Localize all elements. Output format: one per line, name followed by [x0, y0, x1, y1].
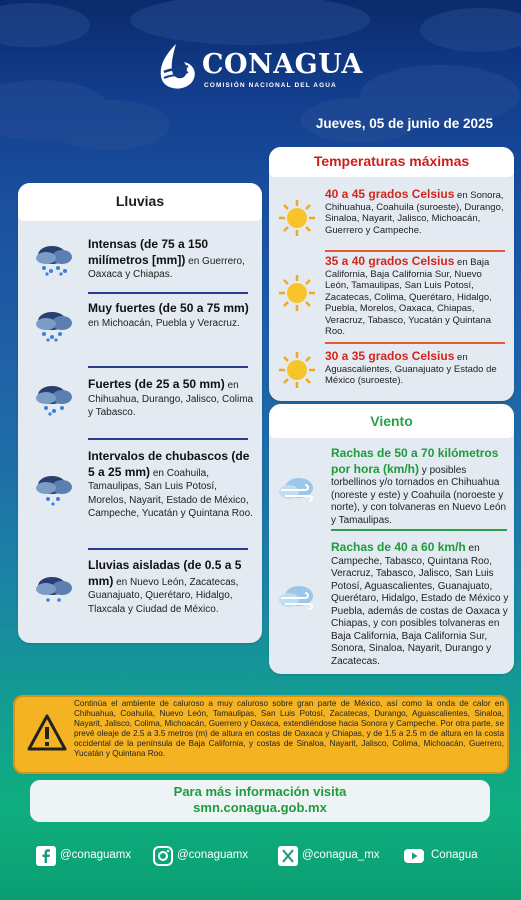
wind-cloud-icon [277, 580, 319, 614]
logo-subtitle: COMISIÓN NACIONAL DEL AGUA [204, 82, 337, 89]
x-icon [278, 846, 298, 866]
wind-text: Rachas de 50 a 70 kilómetros por hora (km/h) y posibles torbellinos y/o tornados en Chihuahua (noreste y este) y Coahuila (noroeste y norte), y con tolvaneras en Nuevo León y Tamaulipas. [331, 446, 507, 526]
rain-text: Lluvias aisladas (de 0.5 a 5 mm) en Nuevo León, Zacatecas, Guanajuato, Querétaro, Hidalgo, Tlaxcala y Ciudad de México. [88, 558, 242, 615]
youtube-handle: Conagua [431, 849, 478, 861]
youtube-icon [401, 846, 427, 866]
instagram-handle: @conaguamx [177, 849, 249, 861]
sun-icon [278, 351, 316, 389]
temperature-panel [269, 147, 514, 401]
facebook-link[interactable] [36, 844, 146, 868]
x-handle: @conagua_mx [302, 849, 380, 861]
more-info-box [30, 780, 490, 822]
rain-separator [88, 366, 248, 368]
rain-text: Intervalos de chubascos (de 5 a 25 mm) en Coahuila, Tamaulipas, San Luis Potosí, Morelos, Nayarit, Estado de México, Campeche, Yucatán y Quintana Roo. [88, 449, 253, 519]
wind-text: Rachas de 40 a 60 km/h en Campeche, Tabasco, Quintana Roo, Veracruz, Tabasco, Jalisco, San Luis Potosí, Aguascalientes, Guanajuato, Querétaro, Hidalgo, Estado de México y Puebla, además de costas de Oaxaca y Chiapas, y con posibles tolvaneras en Baja California, Baja California Sur, Sonora, Sinaloa, Nayarit, Durango y Zacatecas. [331, 540, 509, 667]
temperature-text: 35 a 40 grados Celsius en Baja California, Baja California Sur, Nuevo León, Tamaulipas, San Luis Potosí, Zacatecas, Colima, Querétaro, Hidalgo, Puebla, Morelos, Oaxaca, Chiapas, Veracruz, Tabasco, Yucatán y Quintana Roo. [325, 254, 492, 337]
wind-panel-title: Viento [269, 404, 514, 438]
rain-separator [88, 548, 248, 550]
warning-text: Continúa el ambiente de caluroso a muy caluroso sobre gran parte de México, así como la onda de calor en Chihuahua, Coahuila, Nuevo León, Tamaulipas, San Luis Potosí, Zacatecas, Durango, Aguascalientes, Sinaloa, Nayarit, Jalisco, Colima, Michoacán, Guerrero y Oaxaca, extendiéndose hacia Sonora y Campeche. Por otra parte, se prevé oleaje de 2.5 a 3.5 metros (m) de altura en costas de Oaxaca y Chiapas, y de 1.5 a 2.5 m de altura en la costa occidental de la península de Baja California, y costas de Sinaloa, Nayarit, Jalisco, Colima, Michoacán, Guerrero, Yucatán y Quintana Roo. [74, 699, 504, 759]
instagram-link[interactable] [153, 844, 268, 868]
more-info-label: Para más información visita [173, 784, 347, 799]
sun-icon [278, 274, 316, 312]
rain-panel [18, 183, 262, 643]
sun-icon [278, 199, 316, 237]
report-date: Jueves, 05 de junio de 2025 [315, 116, 493, 131]
rain-separator [88, 438, 248, 440]
warning-icon [27, 714, 67, 752]
rain-cloud-icon [32, 471, 76, 507]
x-link[interactable] [278, 844, 393, 868]
website-link[interactable]: smn.conagua.gob.mx [193, 800, 327, 815]
youtube-link[interactable] [401, 844, 491, 868]
wind-cloud-icon [277, 472, 319, 506]
social-links [0, 844, 521, 870]
conagua-emblem-icon [154, 42, 198, 92]
rain-cloud-icon [32, 241, 76, 277]
rain-separator [88, 292, 248, 294]
conagua-logo [154, 40, 364, 100]
facebook-handle: @conaguamx [60, 849, 132, 861]
rain-text: Intensas (de 75 a 150 milímetros [mm]) en Guerrero, Oaxaca y Chiapas. [88, 237, 245, 280]
temperature-separator [325, 250, 505, 252]
rain-panel-title: Lluvias [18, 183, 262, 221]
rain-cloud-icon [32, 572, 76, 608]
wind-separator [331, 529, 507, 531]
facebook-icon [36, 846, 56, 866]
rain-text: Fuertes (de 25 a 50 mm) en Chihuahua, Durango, Jalisco, Colima y Tabasco. [88, 377, 254, 418]
logo-name: CONAGUA [202, 49, 363, 80]
temperature-text: 40 a 45 grados Celsius en Sonora, Chihuahua, Coahuila (suroeste), Durango, Sinaloa, Nayarit, Jalisco, Michoacán, Guerrero y Campeche. [325, 187, 504, 236]
temperature-panel-title: Temperaturas máximas [269, 147, 514, 177]
heat-wave-warning [13, 695, 509, 774]
instagram-icon [153, 846, 173, 866]
rain-cloud-icon [32, 307, 76, 343]
rain-cloud-icon [32, 381, 76, 417]
rain-text: Muy fuertes (de 50 a 75 mm) en Michoacán, Puebla y Veracruz. [88, 301, 249, 329]
temperature-separator [325, 342, 505, 344]
wind-panel [269, 404, 514, 674]
temperature-text: 30 a 35 grados Celsius en Aguascalientes, Guanajuato y Estado de México (suroeste). [325, 349, 497, 386]
